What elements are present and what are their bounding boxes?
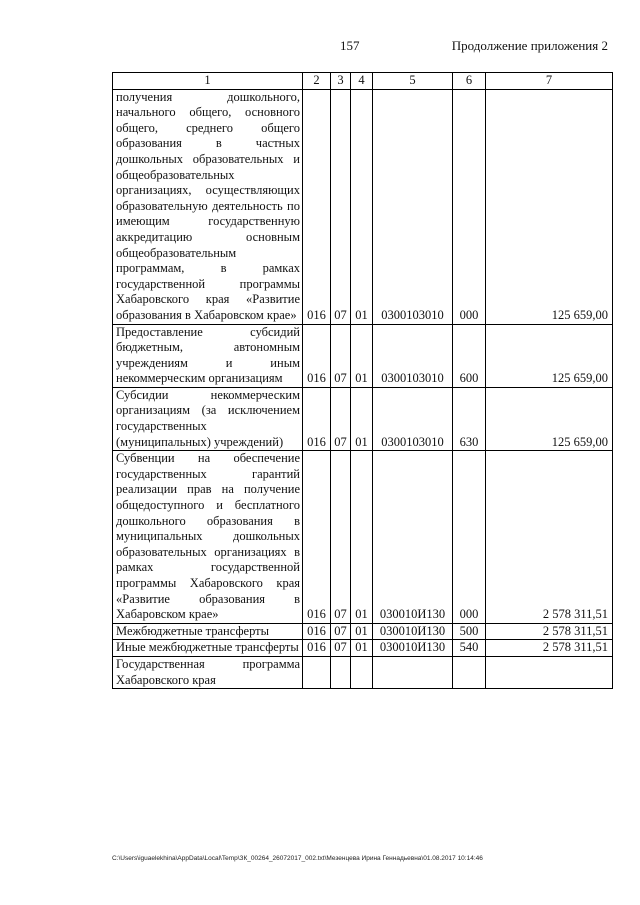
cell-target-article: 0300103010 (373, 324, 453, 387)
cell-section: 07 (331, 623, 351, 640)
table-row (113, 451, 613, 624)
table-row (113, 640, 613, 657)
cell-subsection: 01 (351, 89, 373, 324)
cell-name: Иные межбюджетные трансферты (113, 640, 303, 657)
column-header: 2 (303, 73, 331, 90)
cell-section: 07 (331, 324, 351, 387)
table-row (113, 387, 613, 450)
cell-amount: 2 578 311,51 (486, 640, 613, 657)
cell-name: получения дошкольного, начального общего, основного общего, среднего общего образования в частных дошкольных образовательных и общеобразовательных организациях, осуществляющих образовательную деятельность по имеющим государственную аккредитацию основным общеобразовательным программам, в рамках государственной программы Хабаровского края «Развитие образования в Хабаровском крае» (113, 89, 303, 324)
cell-expense-type: 630 (453, 387, 486, 450)
column-header: 1 (113, 73, 303, 90)
table-row (113, 89, 613, 324)
cell-subsection: 01 (351, 387, 373, 450)
cell-subsection: 01 (351, 623, 373, 640)
column-header: 6 (453, 73, 486, 90)
cell-amount: 125 659,00 (486, 324, 613, 387)
table-row (113, 623, 613, 640)
cell-section (331, 656, 351, 688)
cell-expense-type: 600 (453, 324, 486, 387)
page-number: 157 (340, 38, 360, 53)
cell-section: 07 (331, 640, 351, 657)
file-path-footer: C:\Users\iguaelekhina\AppData\Local\Temp\ЗК_00264_26072017_002.txt\Мезенцева Ирина Геннадьевна\01.08.2017 10:14:46 (112, 855, 483, 862)
cell-target-article: 030010И130 (373, 623, 453, 640)
cell-expense-type: 000 (453, 89, 486, 324)
cell-name: Субвенции на обеспечение государственных гарантий реализации прав на получение общедоступного и бесплатного дошкольного образования в муниципальных дошкольных образовательных организациях в рамках государственной программы Хабаровского края «Развитие образования в Хабаровском крае» (113, 451, 303, 624)
cell-subsection (351, 656, 373, 688)
cell-name: Государственная программа Хабаровского края (113, 656, 303, 688)
cell-expense-type: 540 (453, 640, 486, 657)
table-header-row (113, 73, 613, 90)
budget-table (112, 72, 613, 689)
cell-ministry: 016 (303, 89, 331, 324)
cell-amount: 125 659,00 (486, 387, 613, 450)
cell-section: 07 (331, 89, 351, 324)
cell-ministry: 016 (303, 451, 331, 624)
cell-ministry: 016 (303, 623, 331, 640)
cell-subsection: 01 (351, 640, 373, 657)
column-header: 3 (331, 73, 351, 90)
cell-name: Субсидии некоммерческим организациям (за исключением государственных (муниципальных) учреждений) (113, 387, 303, 450)
cell-subsection: 01 (351, 324, 373, 387)
cell-section: 07 (331, 387, 351, 450)
cell-expense-type: 000 (453, 451, 486, 624)
column-header: 4 (351, 73, 373, 90)
cell-expense-type (453, 656, 486, 688)
cell-target-article (373, 656, 453, 688)
cell-amount: 2 578 311,51 (486, 623, 613, 640)
cell-section: 07 (331, 451, 351, 624)
cell-amount: 2 578 311,51 (486, 451, 613, 624)
cell-amount: 125 659,00 (486, 89, 613, 324)
cell-subsection: 01 (351, 451, 373, 624)
table-row (113, 656, 613, 688)
continuation-note: Продолжение приложения 2 (451, 38, 608, 53)
cell-ministry: 016 (303, 640, 331, 657)
cell-ministry: 016 (303, 324, 331, 387)
column-header: 5 (373, 73, 453, 90)
cell-name: Межбюджетные трансферты (113, 623, 303, 640)
cell-target-article: 0300103010 (373, 89, 453, 324)
cell-target-article: 030010И130 (373, 451, 453, 624)
cell-ministry: 016 (303, 387, 331, 450)
cell-ministry (303, 656, 331, 688)
column-header: 7 (486, 73, 613, 90)
cell-target-article: 0300103010 (373, 387, 453, 450)
cell-expense-type: 500 (453, 623, 486, 640)
cell-amount (486, 656, 613, 688)
cell-target-article: 030010И130 (373, 640, 453, 657)
cell-name: Предоставление субсидий бюджетным, автономным учреждениям и иным некоммерческим организациям (113, 324, 303, 387)
table-row (113, 324, 613, 387)
